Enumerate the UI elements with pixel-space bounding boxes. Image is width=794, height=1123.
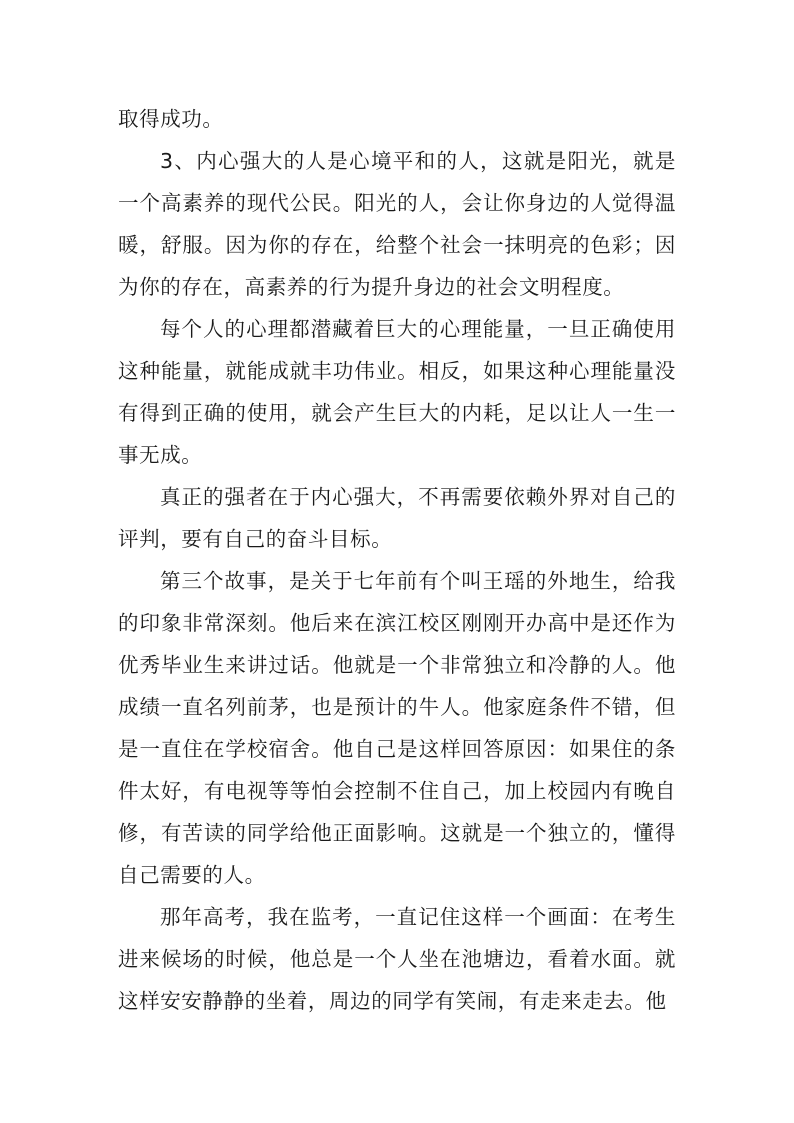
paragraph-continuation: 取得成功。 bbox=[118, 107, 224, 131]
paragraph-psychological-energy: 每个人的心理都潜藏着巨大的心理能量，一旦正确使用这种能量，就能成就丰功伟业。相反，如果这种心理能量没有得到正确的使用，就会产生巨大的内耗，足以让人一生一事无成。 bbox=[118, 317, 676, 467]
paragraph-point-3: 3、内心强大的人是心境平和的人，这就是阳光，就是一个高素养的现代公民。阳光的人，会让你身边的人觉得温暖，舒服。因为你的存在，给整个社会一抹明亮的色彩；因为你的存在，高素养的行为提升身边的社会文明程度。 bbox=[118, 149, 676, 299]
document-body bbox=[118, 98, 676, 1022]
paragraph-exam-memory: 那年高考，我在监考，一直记住这样一个画面：在考生进来候场的时候，他总是一个人坐在池塘边，看着水面。就这样安安静静的坐着，周边的同学有笑闹，有走来走去。他 bbox=[118, 905, 676, 1013]
paragraph-true-strength: 真正的强者在于内心强大，不再需要依赖外界对自己的评判，要有自己的奋斗目标。 bbox=[118, 485, 676, 551]
paragraph-third-story: 第三个故事，是关于七年前有个叫王瑶的外地生，给我的印象非常深刻。他后来在滨江校区刚刚开办高中是还作为优秀毕业生来讲过话。他就是一个非常独立和冷静的人。他成绩一直名列前茅，也是预计的牛人。他家庭条件不错，但是一直住在学校宿舍。他自己是这样回答原因：如果住的条件太好，有电视等等怕会控制不住自己，加上校园内有晚自修，有苦读的同学给他正面影响。这就是一个独立的，懂得自己需要的人。 bbox=[118, 569, 676, 887]
